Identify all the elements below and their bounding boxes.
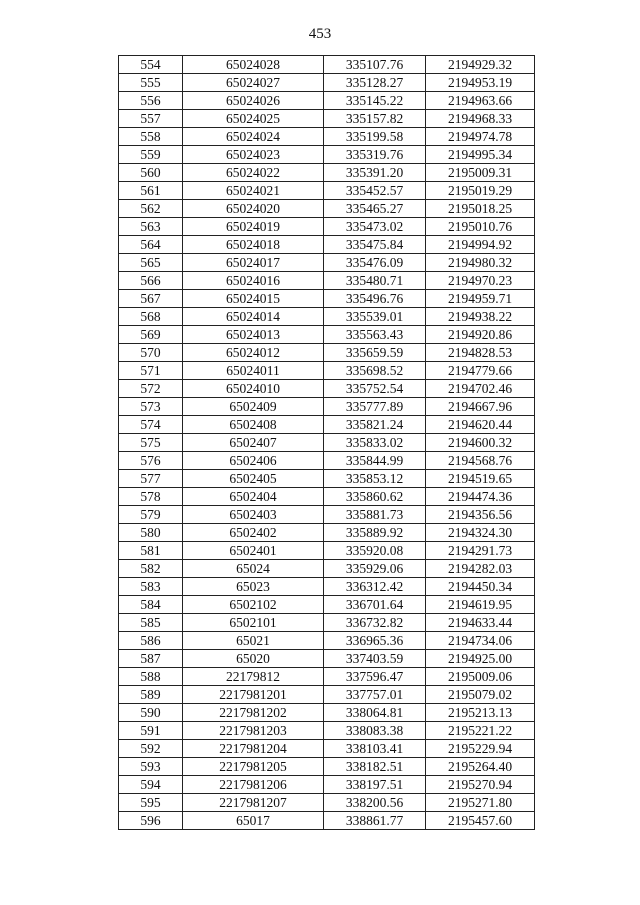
x-coordinate-cell: 337757.01	[324, 686, 426, 704]
x-coordinate-cell: 335496.76	[324, 290, 426, 308]
row-index-cell: 566	[119, 272, 183, 290]
point-id-cell: 65021	[183, 632, 324, 650]
y-coordinate-cell: 2194938.22	[426, 308, 535, 326]
row-index-cell: 555	[119, 74, 183, 92]
x-coordinate-cell: 335475.84	[324, 236, 426, 254]
x-coordinate-cell: 335476.09	[324, 254, 426, 272]
y-coordinate-cell: 2194702.46	[426, 380, 535, 398]
table-row	[119, 56, 535, 74]
point-id-cell: 65023	[183, 578, 324, 596]
point-id-cell: 2217981205	[183, 758, 324, 776]
table-row	[119, 614, 535, 632]
table-row	[119, 542, 535, 560]
row-index-cell: 562	[119, 200, 183, 218]
x-coordinate-cell: 335752.54	[324, 380, 426, 398]
y-coordinate-cell: 2194959.71	[426, 290, 535, 308]
point-id-cell: 6502409	[183, 398, 324, 416]
x-coordinate-cell: 336732.82	[324, 614, 426, 632]
x-coordinate-cell: 338103.41	[324, 740, 426, 758]
point-id-cell: 65024010	[183, 380, 324, 398]
point-id-cell: 6502407	[183, 434, 324, 452]
row-index-cell: 558	[119, 128, 183, 146]
y-coordinate-cell: 2194324.30	[426, 524, 535, 542]
y-coordinate-cell: 2194828.53	[426, 344, 535, 362]
point-id-cell: 65024022	[183, 164, 324, 182]
y-coordinate-cell: 2194619.95	[426, 596, 535, 614]
y-coordinate-cell: 2194734.06	[426, 632, 535, 650]
y-coordinate-cell: 2194519.65	[426, 470, 535, 488]
point-id-cell: 6502402	[183, 524, 324, 542]
row-index-cell: 582	[119, 560, 183, 578]
x-coordinate-cell: 335539.01	[324, 308, 426, 326]
x-coordinate-cell: 335659.59	[324, 344, 426, 362]
row-index-cell: 583	[119, 578, 183, 596]
x-coordinate-cell: 335319.76	[324, 146, 426, 164]
row-index-cell: 591	[119, 722, 183, 740]
point-id-cell: 6502102	[183, 596, 324, 614]
row-index-cell: 563	[119, 218, 183, 236]
page-number: 453	[308, 26, 332, 42]
table-row	[119, 740, 535, 758]
x-coordinate-cell: 338200.56	[324, 794, 426, 812]
point-id-cell: 2217981202	[183, 704, 324, 722]
y-coordinate-cell: 2194925.00	[426, 650, 535, 668]
table-row	[119, 758, 535, 776]
row-index-cell: 590	[119, 704, 183, 722]
table-row	[119, 596, 535, 614]
row-index-cell: 580	[119, 524, 183, 542]
table-row	[119, 452, 535, 470]
y-coordinate-cell: 2194600.32	[426, 434, 535, 452]
point-id-cell: 2217981204	[183, 740, 324, 758]
point-id-cell: 65024014	[183, 308, 324, 326]
row-index-cell: 574	[119, 416, 183, 434]
point-id-cell: 6502406	[183, 452, 324, 470]
table-row	[119, 506, 535, 524]
row-index-cell: 567	[119, 290, 183, 308]
row-index-cell: 595	[119, 794, 183, 812]
y-coordinate-cell: 2194450.34	[426, 578, 535, 596]
table-row	[119, 704, 535, 722]
x-coordinate-cell: 335199.58	[324, 128, 426, 146]
row-index-cell: 594	[119, 776, 183, 794]
y-coordinate-cell: 2195271.80	[426, 794, 535, 812]
x-coordinate-cell: 335563.43	[324, 326, 426, 344]
y-coordinate-cell: 2194291.73	[426, 542, 535, 560]
table-row	[119, 290, 535, 308]
x-coordinate-cell: 335480.71	[324, 272, 426, 290]
y-coordinate-cell: 2195264.40	[426, 758, 535, 776]
point-id-cell: 2217981201	[183, 686, 324, 704]
row-index-cell: 581	[119, 542, 183, 560]
table-row	[119, 128, 535, 146]
y-coordinate-cell: 2194920.86	[426, 326, 535, 344]
row-index-cell: 596	[119, 812, 183, 830]
x-coordinate-cell: 335920.08	[324, 542, 426, 560]
point-id-cell: 65024013	[183, 326, 324, 344]
point-id-cell: 65024018	[183, 236, 324, 254]
table-row	[119, 776, 535, 794]
y-coordinate-cell: 2195213.13	[426, 704, 535, 722]
table-row	[119, 632, 535, 650]
row-index-cell: 578	[119, 488, 183, 506]
table-row	[119, 308, 535, 326]
y-coordinate-cell: 2194620.44	[426, 416, 535, 434]
point-id-cell: 65024024	[183, 128, 324, 146]
point-id-cell: 6502404	[183, 488, 324, 506]
row-index-cell: 587	[119, 650, 183, 668]
y-coordinate-cell: 2194968.33	[426, 110, 535, 128]
table-row	[119, 254, 535, 272]
x-coordinate-cell: 335107.76	[324, 56, 426, 74]
x-coordinate-cell: 335777.89	[324, 398, 426, 416]
point-id-cell: 6502101	[183, 614, 324, 632]
y-coordinate-cell: 2195009.06	[426, 668, 535, 686]
table-row	[119, 200, 535, 218]
x-coordinate-cell: 335128.27	[324, 74, 426, 92]
row-index-cell: 593	[119, 758, 183, 776]
point-id-cell: 65024025	[183, 110, 324, 128]
point-id-cell: 65024	[183, 560, 324, 578]
point-id-cell: 65024021	[183, 182, 324, 200]
point-id-cell: 2217981203	[183, 722, 324, 740]
table-row	[119, 668, 535, 686]
table-row	[119, 398, 535, 416]
table-row	[119, 578, 535, 596]
point-id-cell: 65024028	[183, 56, 324, 74]
x-coordinate-cell: 337596.47	[324, 668, 426, 686]
table-row	[119, 182, 535, 200]
x-coordinate-cell: 335145.22	[324, 92, 426, 110]
table-row	[119, 164, 535, 182]
x-coordinate-cell: 336965.36	[324, 632, 426, 650]
table-row	[119, 650, 535, 668]
row-index-cell: 560	[119, 164, 183, 182]
row-index-cell: 554	[119, 56, 183, 74]
x-coordinate-cell: 338182.51	[324, 758, 426, 776]
y-coordinate-cell: 2194929.32	[426, 56, 535, 74]
x-coordinate-cell: 335452.57	[324, 182, 426, 200]
x-coordinate-cell: 335157.82	[324, 110, 426, 128]
row-index-cell: 575	[119, 434, 183, 452]
row-index-cell: 565	[119, 254, 183, 272]
row-index-cell: 576	[119, 452, 183, 470]
y-coordinate-cell: 2194474.36	[426, 488, 535, 506]
point-id-cell: 65020	[183, 650, 324, 668]
y-coordinate-cell: 2195019.29	[426, 182, 535, 200]
point-id-cell: 65024020	[183, 200, 324, 218]
x-coordinate-cell: 335889.92	[324, 524, 426, 542]
y-coordinate-cell: 2195079.02	[426, 686, 535, 704]
row-index-cell: 559	[119, 146, 183, 164]
table-row	[119, 236, 535, 254]
table-row	[119, 362, 535, 380]
point-id-cell: 6502401	[183, 542, 324, 560]
y-coordinate-cell: 2194568.76	[426, 452, 535, 470]
row-index-cell: 589	[119, 686, 183, 704]
y-coordinate-cell: 2194953.19	[426, 74, 535, 92]
point-id-cell: 65024019	[183, 218, 324, 236]
table-row	[119, 110, 535, 128]
table-row	[119, 272, 535, 290]
y-coordinate-cell: 2195270.94	[426, 776, 535, 794]
point-id-cell: 2217981207	[183, 794, 324, 812]
table-row	[119, 74, 535, 92]
table-row	[119, 326, 535, 344]
table-row	[119, 218, 535, 236]
row-index-cell: 573	[119, 398, 183, 416]
point-id-cell: 2217981206	[183, 776, 324, 794]
x-coordinate-cell: 337403.59	[324, 650, 426, 668]
table-row	[119, 416, 535, 434]
x-coordinate-cell: 338083.38	[324, 722, 426, 740]
y-coordinate-cell: 2194980.32	[426, 254, 535, 272]
y-coordinate-cell: 2194356.56	[426, 506, 535, 524]
point-id-cell: 65024023	[183, 146, 324, 164]
y-coordinate-cell: 2194633.44	[426, 614, 535, 632]
y-coordinate-cell: 2195009.31	[426, 164, 535, 182]
point-id-cell: 65024027	[183, 74, 324, 92]
row-index-cell: 571	[119, 362, 183, 380]
row-index-cell: 572	[119, 380, 183, 398]
table-row	[119, 344, 535, 362]
y-coordinate-cell: 2195221.22	[426, 722, 535, 740]
point-id-cell: 65024016	[183, 272, 324, 290]
row-index-cell: 561	[119, 182, 183, 200]
row-index-cell: 585	[119, 614, 183, 632]
point-id-cell: 6502403	[183, 506, 324, 524]
point-id-cell: 65024026	[183, 92, 324, 110]
x-coordinate-cell: 335465.27	[324, 200, 426, 218]
x-coordinate-cell: 336701.64	[324, 596, 426, 614]
table-row	[119, 92, 535, 110]
y-coordinate-cell: 2195018.25	[426, 200, 535, 218]
y-coordinate-cell: 2195010.76	[426, 218, 535, 236]
row-index-cell: 586	[119, 632, 183, 650]
y-coordinate-cell: 2194282.03	[426, 560, 535, 578]
x-coordinate-cell: 335473.02	[324, 218, 426, 236]
y-coordinate-cell: 2194995.34	[426, 146, 535, 164]
table-row	[119, 380, 535, 398]
x-coordinate-cell: 338064.81	[324, 704, 426, 722]
point-id-cell: 65024011	[183, 362, 324, 380]
point-id-cell: 65024012	[183, 344, 324, 362]
y-coordinate-cell: 2195457.60	[426, 812, 535, 830]
x-coordinate-cell: 335860.62	[324, 488, 426, 506]
row-index-cell: 556	[119, 92, 183, 110]
x-coordinate-cell: 336312.42	[324, 578, 426, 596]
table-row	[119, 686, 535, 704]
table-row	[119, 560, 535, 578]
table-row	[119, 812, 535, 830]
x-coordinate-cell: 335833.02	[324, 434, 426, 452]
row-index-cell: 584	[119, 596, 183, 614]
row-index-cell: 557	[119, 110, 183, 128]
row-index-cell: 577	[119, 470, 183, 488]
table-row	[119, 146, 535, 164]
table-row	[119, 722, 535, 740]
x-coordinate-cell: 335881.73	[324, 506, 426, 524]
y-coordinate-cell: 2194974.78	[426, 128, 535, 146]
x-coordinate-cell: 335821.24	[324, 416, 426, 434]
x-coordinate-cell: 335698.52	[324, 362, 426, 380]
point-id-cell: 65017	[183, 812, 324, 830]
point-id-cell: 22179812	[183, 668, 324, 686]
table-row	[119, 524, 535, 542]
table-row	[119, 794, 535, 812]
row-index-cell: 579	[119, 506, 183, 524]
row-index-cell: 588	[119, 668, 183, 686]
row-index-cell: 570	[119, 344, 183, 362]
y-coordinate-cell: 2194779.66	[426, 362, 535, 380]
table-row	[119, 434, 535, 452]
y-coordinate-cell: 2194667.96	[426, 398, 535, 416]
x-coordinate-cell: 338197.51	[324, 776, 426, 794]
x-coordinate-cell: 335853.12	[324, 470, 426, 488]
y-coordinate-cell: 2195229.94	[426, 740, 535, 758]
table-row	[119, 488, 535, 506]
point-id-cell: 6502405	[183, 470, 324, 488]
row-index-cell: 569	[119, 326, 183, 344]
x-coordinate-cell: 335929.06	[324, 560, 426, 578]
row-index-cell: 568	[119, 308, 183, 326]
point-id-cell: 65024017	[183, 254, 324, 272]
coordinates-table-body	[119, 56, 535, 830]
x-coordinate-cell: 338861.77	[324, 812, 426, 830]
coordinates-table	[118, 55, 535, 830]
y-coordinate-cell: 2194963.66	[426, 92, 535, 110]
row-index-cell: 592	[119, 740, 183, 758]
point-id-cell: 6502408	[183, 416, 324, 434]
y-coordinate-cell: 2194970.23	[426, 272, 535, 290]
row-index-cell: 564	[119, 236, 183, 254]
point-id-cell: 65024015	[183, 290, 324, 308]
y-coordinate-cell: 2194994.92	[426, 236, 535, 254]
x-coordinate-cell: 335391.20	[324, 164, 426, 182]
x-coordinate-cell: 335844.99	[324, 452, 426, 470]
table-row	[119, 470, 535, 488]
